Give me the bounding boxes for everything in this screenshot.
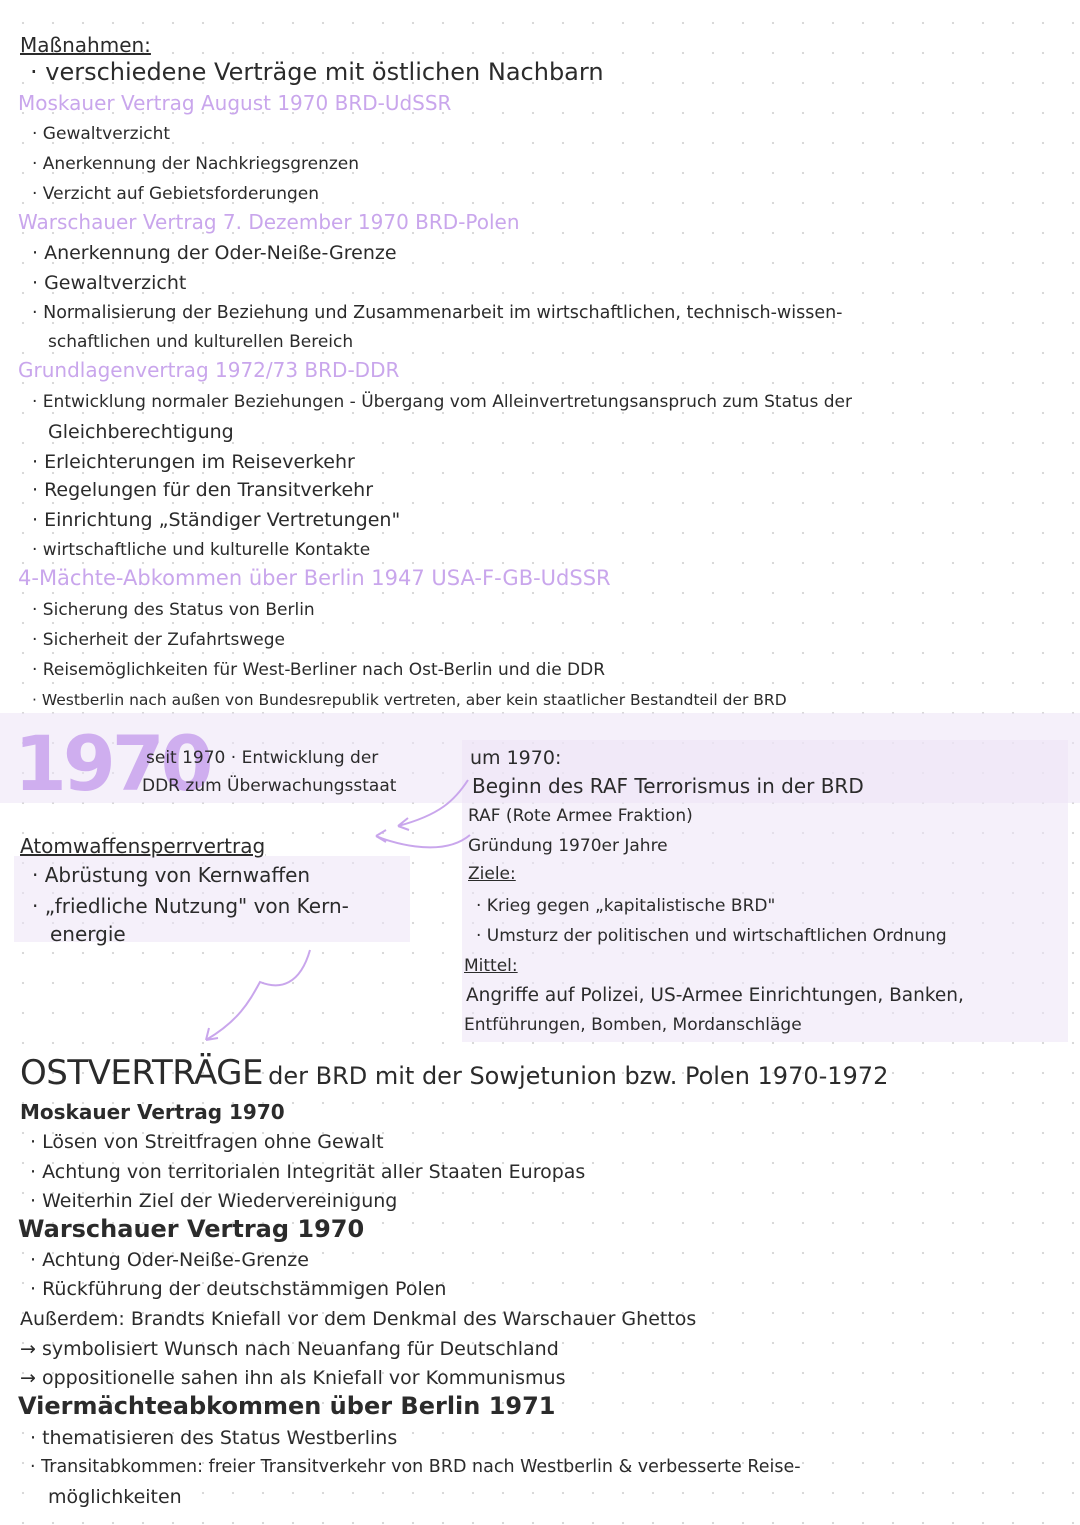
ddr-note-line: DDR zum Überwachungsstaat	[142, 776, 397, 796]
list-item: · Gewaltverzicht	[32, 124, 171, 144]
raf-mittel-label: Mittel:	[464, 956, 518, 976]
list-item: · Sicherheit der Zufahrtswege	[32, 630, 285, 650]
list-item: · Gewaltverzicht	[32, 272, 187, 294]
list-item: · Westberlin nach außen von Bundesrepublik vertreten, aber kein staatlicher Bestandteil der BRD	[32, 691, 787, 709]
raf-line: Gründung 1970er Jahre	[468, 836, 668, 856]
list-item: · Regelungen für den Transitverkehr	[32, 479, 374, 501]
list-item: · Lösen von Streitfragen ohne Gewalt	[30, 1131, 384, 1153]
year-1970-heading: 1970	[14, 719, 210, 808]
ost-berlin-title: Viermächteabkommen über Berlin 1971	[18, 1392, 556, 1420]
ostvertraege-title-main: OSTVERTRÄGE	[20, 1053, 264, 1093]
ostvertraege-title	[20, 1053, 888, 1093]
kniefall-line: Außerdem: Brandts Kniefall vor dem Denkmal des Warschauer Ghettos	[20, 1308, 697, 1330]
list-item: · Weiterhin Ziel der Wiedervereinigung	[30, 1190, 398, 1212]
ddr-note-line: seit 1970 · Entwicklung der	[146, 748, 379, 768]
list-item: · Reisemöglichkeiten für West-Berliner nach Ost-Berlin und die DDR	[32, 660, 606, 680]
warschau-title: Warschauer Vertrag 7. Dezember 1970 BRD-Polen	[18, 210, 520, 234]
grundlagenvertrag-title: Grundlagenvertrag 1972/73 BRD-DDR	[18, 358, 400, 382]
list-item-continuation: energie	[50, 922, 126, 946]
kniefall-line: → symbolisiert Wunsch nach Neuanfang für Deutschland	[20, 1338, 559, 1360]
raf-ziele-label: Ziele:	[468, 864, 516, 884]
ostvertraege-title-rest: der BRD mit der Sowjetunion bzw. Polen 1970-1972	[268, 1062, 889, 1090]
raf-mittel-line: Entführungen, Bomben, Mordanschläge	[464, 1015, 802, 1035]
list-item: · Umsturz der politischen und wirtschaftlichen Ordnung	[476, 926, 947, 946]
list-item: · Transitabkommen: freier Transitverkehr von BRD nach Westberlin & verbesserte Reise-	[30, 1457, 801, 1477]
list-item: · Verzicht auf Gebietsforderungen	[32, 184, 319, 204]
list-item: · Krieg gegen „kapitalistische BRD"	[476, 896, 776, 916]
raf-heading: um 1970:	[470, 747, 562, 769]
list-item: · Anerkennung der Nachkriegsgrenzen	[32, 154, 360, 174]
list-item: · Erleichterungen im Reiseverkehr	[32, 451, 355, 473]
list-item: · Rückführung der deutschstämmigen Polen	[30, 1278, 447, 1300]
list-item: · Entwicklung normaler Beziehungen - Übergang vom Alleinvertretungsanspruch zum Status der	[32, 392, 852, 412]
ost-moskau-title: Moskauer Vertrag 1970	[20, 1100, 285, 1124]
list-item-continuation: Gleichberechtigung	[48, 421, 234, 443]
kniefall-line: → oppositionelle sahen ihn als Kniefall vor Kommunismus	[20, 1367, 566, 1389]
list-item: · Anerkennung der Oder-Neiße-Grenze	[32, 242, 397, 264]
moskau-title: Moskauer Vertrag August 1970 BRD-UdSSR	[18, 91, 452, 115]
list-item: · Normalisierung der Beziehung und Zusammenarbeit im wirtschaftlichen, technisch-wissen-	[32, 303, 843, 323]
raf-mittel-line: Angriffe auf Polizei, US-Armee Einrichtungen, Banken,	[466, 985, 964, 1006]
atom-title: Atomwaffensperrvertrag	[20, 834, 266, 858]
viermaechte-title: 4-Mächte-Abkommen über Berlin 1947 USA-F-GB-UdSSR	[18, 566, 611, 590]
list-item: · Einrichtung „Ständiger Vertretungen"	[32, 509, 401, 531]
list-item-continuation: möglichkeiten	[48, 1486, 182, 1508]
list-item: · wirtschaftliche und kulturelle Kontakte	[32, 540, 371, 560]
list-item: · Achtung von territorialen Integrität aller Staaten Europas	[30, 1161, 586, 1183]
list-item: · Sicherung des Status von Berlin	[32, 600, 315, 620]
list-item: · thematisieren des Status Westberlins	[30, 1427, 398, 1449]
list-item: · Abrüstung von Kernwaffen	[32, 863, 311, 887]
raf-line: Beginn des RAF Terrorismus in der BRD	[472, 774, 864, 798]
ost-warschau-title: Warschauer Vertrag 1970	[18, 1215, 365, 1243]
list-item: · Achtung Oder-Neiße-Grenze	[30, 1249, 309, 1271]
massnahmen-intro: · verschiedene Verträge mit östlichen Nachbarn	[30, 58, 604, 86]
list-item-continuation: schaftlichen und kulturellen Bereich	[48, 332, 354, 352]
list-item: · „friedliche Nutzung" von Kern-	[32, 894, 349, 918]
massnahmen-heading: Maßnahmen:	[20, 33, 151, 57]
raf-line: RAF (Rote Armee Fraktion)	[468, 806, 693, 826]
